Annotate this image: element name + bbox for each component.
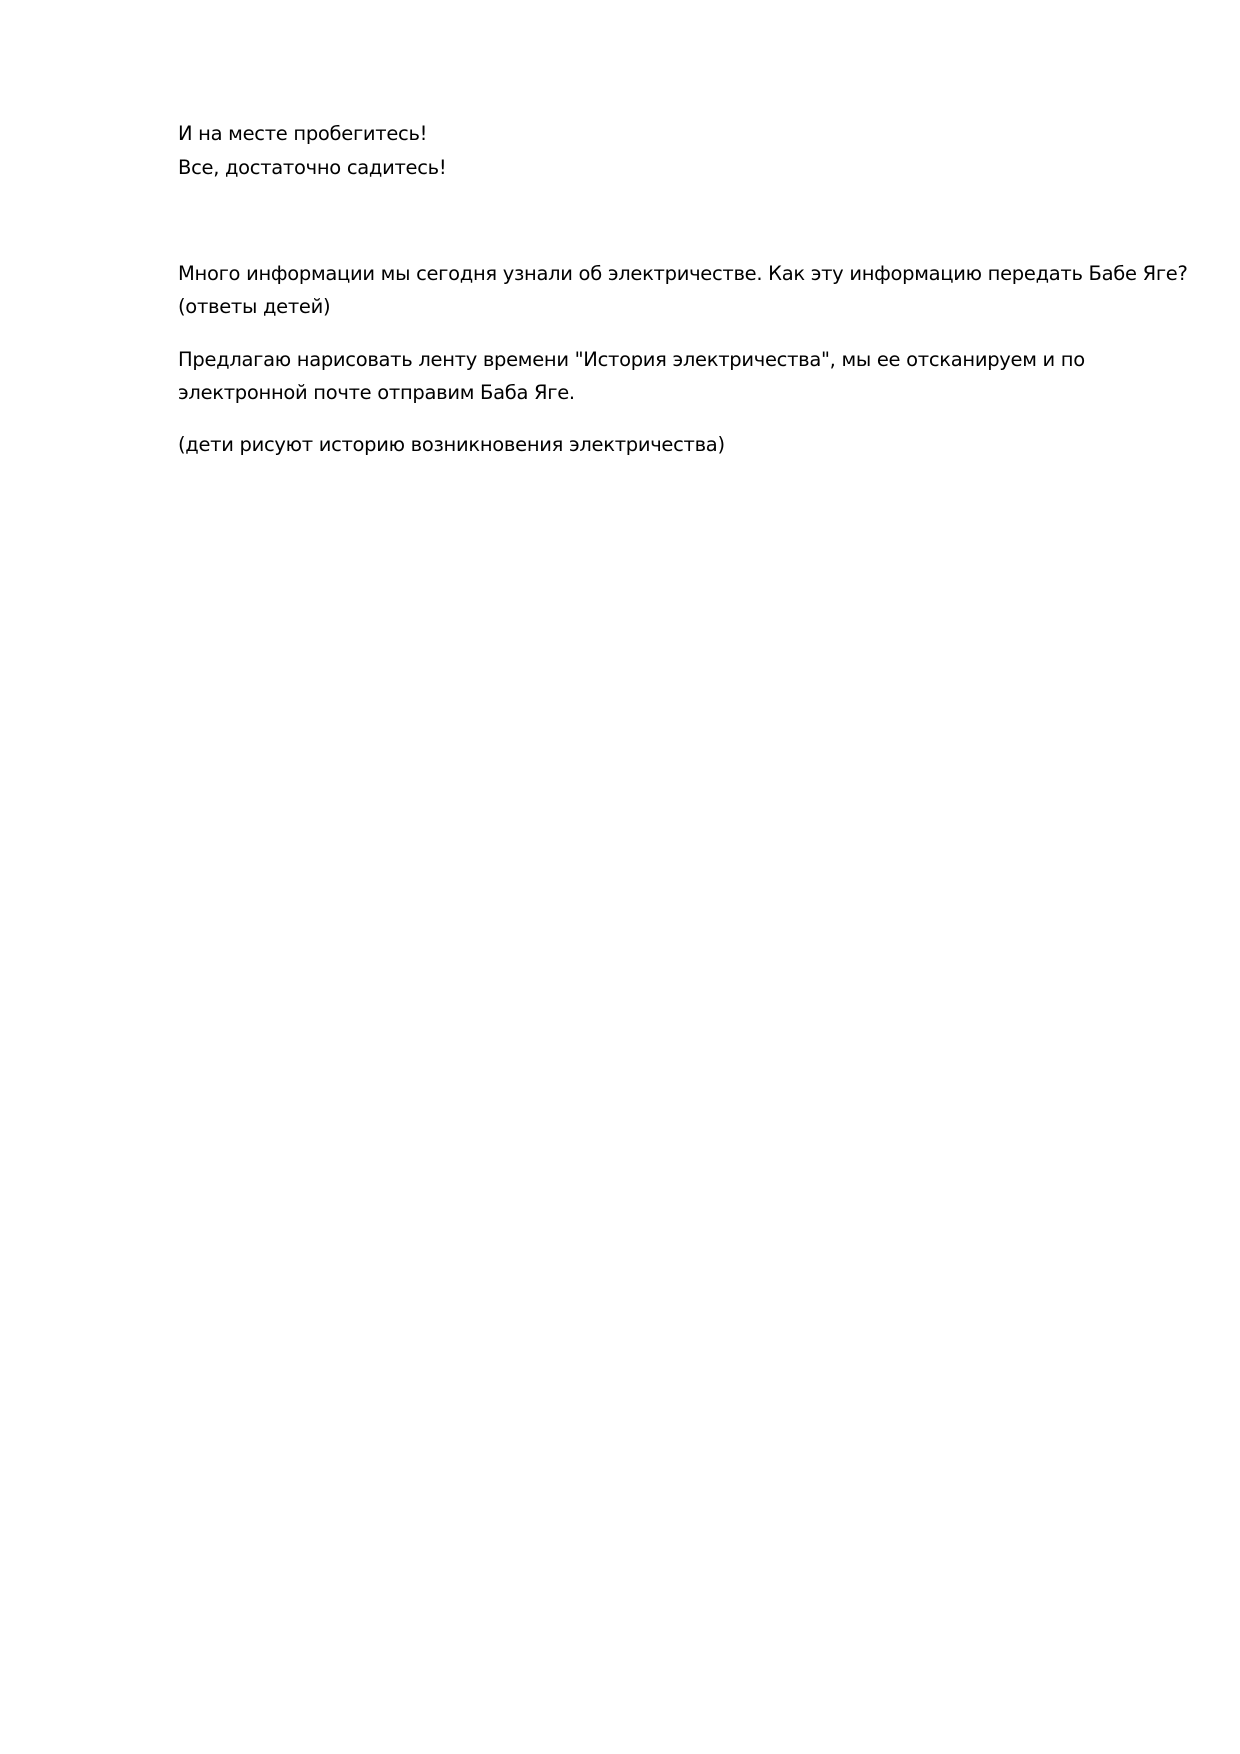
text-line: (ответы детей) [178,295,331,318]
text-line: (дети рисуют историю возникновения электричества) [178,433,725,456]
text-line: И на месте пробегитесь! [178,122,428,145]
text-line: электронной почте отправим Баба Яге. [178,381,575,404]
text-line: Все, достаточно садитесь! [178,156,447,179]
text-line: Много информации мы сегодня узнали об электричестве. Как эту информацию передать Бабе Яге? [178,262,1188,285]
text-line: Предлагаю нарисовать ленту времени "История электричества", мы ее отсканируем и по [178,348,1085,371]
